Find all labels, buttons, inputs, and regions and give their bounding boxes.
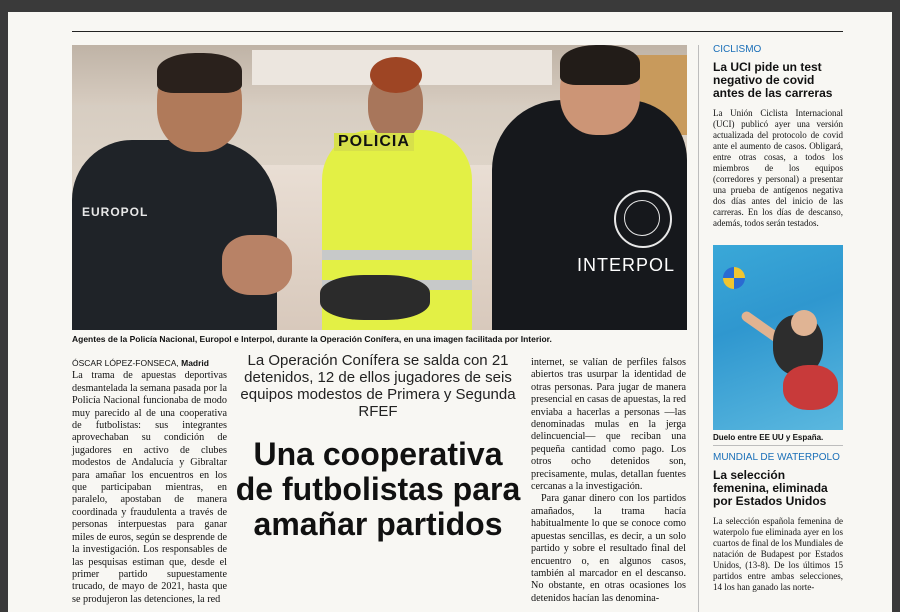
police-officer-hair	[370, 57, 422, 93]
sidebar-body: La selección española femenina de waterpolo fue eliminada ayer en los cuartos de final de los Mundiales de natación de Budapest por Estados Unidos, (13-8). De los últimos 15 partidos entre ambas selecciones, 14 los han ganado las norte-	[713, 516, 843, 592]
column-divider	[698, 45, 699, 612]
police-officer-bag	[320, 275, 430, 320]
main-photo	[72, 45, 687, 330]
interpol-globe-icon	[614, 190, 672, 248]
waterpolo-photo	[713, 245, 843, 430]
sidebar-headline: La selección femenina, eliminada por Estados Unidos	[713, 468, 828, 508]
sidebar-divider	[713, 445, 843, 446]
article-column-1	[72, 357, 227, 606]
waterpolo-ball-icon	[723, 267, 745, 289]
sidebar-story-waterpolo	[713, 452, 843, 593]
interpol-label: INTERPOL	[577, 255, 676, 275]
waterpolo-photo-caption: Duelo entre EE UU y España.	[713, 433, 824, 442]
byline-place: Madrid	[181, 358, 209, 368]
player-spain	[783, 365, 838, 410]
europol-label: EUROPOL	[82, 205, 149, 219]
section-label: MUNDIAL DE WATERPOLO	[713, 452, 840, 463]
article-column-3	[531, 357, 686, 605]
headline: Una cooperativa de futbolistas para amañar partidos	[235, 436, 521, 542]
sidebar-headline: La UCI pide un test negativo de covid antes de las carreras	[713, 60, 833, 100]
article-text-1: La trama de apuestas deportivas desmantelada la semana pasada por la Policía Nacional funcionaba de modo muy parecido al de una cooperativa de futbolistas: sus integrantes aprovechaban su condición de jugadores en activo de clubes modestos de Andalucía y Gibraltar para amañar los encuentros en los que participaban mientras, en paralelo, apostaban de manera coordinada y fraudulenta a través de personas interpuestas para ganar miles de euros, según se desprende de la investigación. Los responsables de las pesquisas estiman que, desde el primer partido supuestamente trucado, de mayo de 2021, hasta que se produjeron las detenciones, la red	[72, 370, 227, 605]
sidebar-body: La Unión Ciclista Internacional (UCI) publicó ayer una versión actualizada del protocolo de covid ante el aumento de casos. Obligará, entre otras cosas, a todos los miembros de los equipos (corredores y personal) a presentar una prueba de antígenos negativa dos días antes del inicio de las carreras. En los días de descanso, además, todos serán testados.	[713, 108, 843, 228]
subheadline: La Operación Conífera se salda con 21 detenidos, 12 de ellos jugadores de seis equipos modestos de Primera y Segunda RFEF	[240, 352, 516, 420]
photo-caption: Agentes de la Policía Nacional, Europol e Interpol, durante la Operación Conífera, en una imagen facilitada por Interior.	[72, 334, 552, 344]
top-rule	[72, 31, 843, 32]
headline-block	[233, 352, 523, 542]
article-paragraph: internet, se valían de perfiles falsos abiertos tras usurpar la identidad de otras personas. Para jugar de manera presencial en casas de apuestas, la red enviaba a hacerlas a personas —las denominadas mulas en la jerga delincuencial— que reciban una pequeña cantidad como pago. Los otros ocho detenidos son, precisamente, mulas, detallan fuentes cercanas a la investigación.	[531, 357, 686, 493]
europol-agent-hair	[157, 53, 242, 93]
article-paragraph: Para ganar dinero con los partidos amañados, la trama hacía habitualmente lo que se conoce como apuestas sencillas, es decir, a un solo partido y sobre el resultado final del encuentro o, en algunos casos, también al marcador en el descanso. No obstante, en otras ocasiones los detenidos hacían las denomina-	[531, 493, 686, 604]
newspaper-page	[8, 12, 892, 612]
byline-author: ÓSCAR LÓPEZ-FONSECA	[72, 358, 177, 368]
player-usa-head	[791, 310, 817, 336]
europol-agent-arm	[222, 235, 292, 295]
sidebar-story-cycling	[713, 44, 843, 229]
policia-label: POLICIA	[334, 133, 414, 151]
byline: ÓSCAR LÓPEZ-FONSECA, Madrid	[72, 358, 209, 368]
interpol-agent-hair	[560, 45, 640, 85]
section-label: CICLISMO	[713, 44, 762, 55]
